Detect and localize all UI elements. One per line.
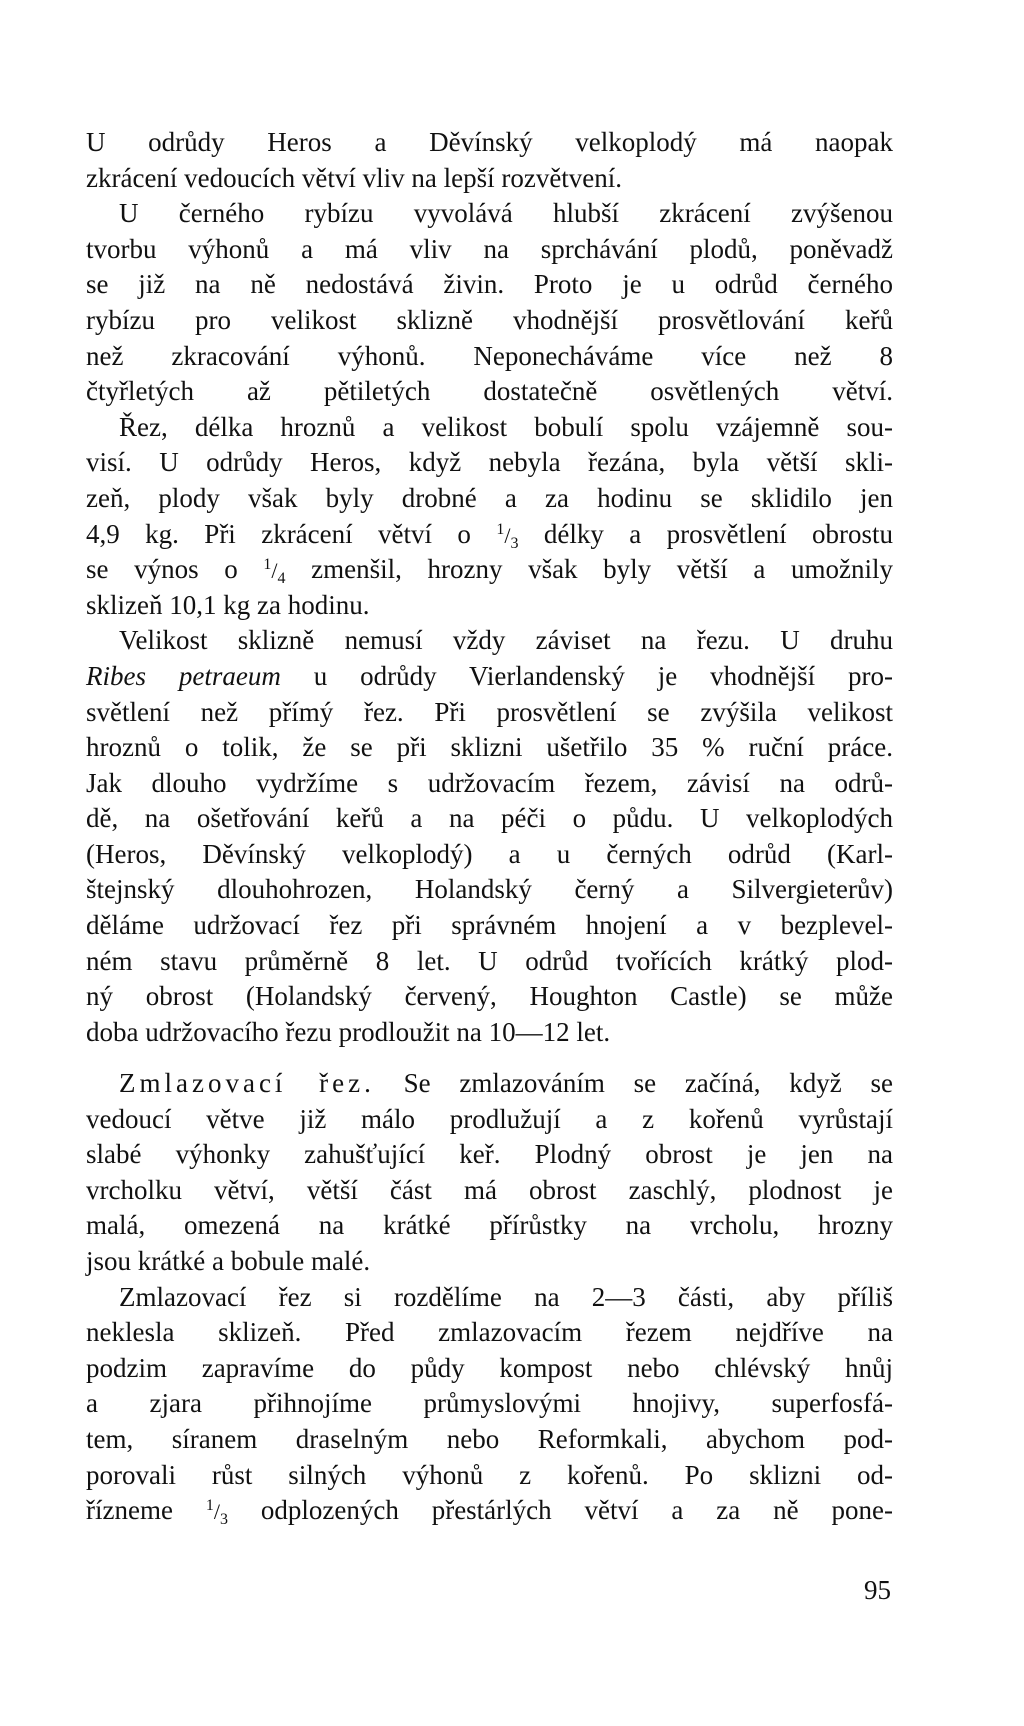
fraction-numerator: 1 <box>263 556 272 574</box>
text-line <box>86 1422 893 1458</box>
fraction-slash: / <box>213 1499 220 1525</box>
text-run: a zjara přihnojíme průmyslovými hnojivy, superfosfá- <box>86 1388 893 1419</box>
text-run: 4,9 kg. Při zkrácení větví o <box>86 518 497 549</box>
fraction-denominator: 4 <box>277 570 286 588</box>
text-run: U černého rybízu vyvolává hlubší zkrácení zvýšenou <box>119 198 893 229</box>
fraction-denominator: 3 <box>510 534 519 552</box>
text-run: než zkracování výhonů. Neponecháváme více než 8 <box>86 340 893 371</box>
text-run: U odrůdy Heros a Děvínský velkoplodý má naopak <box>86 127 893 157</box>
text-line <box>86 125 893 161</box>
text-line <box>86 1173 893 1209</box>
text-run: vedoucí větve již málo prodlužují a z kořenů vyrůstají <box>86 1103 893 1134</box>
text-line <box>86 1386 893 1422</box>
text-run: sklizeň 10,1 kg za hodinu. <box>86 589 370 620</box>
text-run: se již na ně nedostává živin. Proto je u odrůd černého <box>86 269 893 300</box>
text-line <box>86 481 893 517</box>
text-run: délky a prosvětlení obrostu <box>518 518 893 549</box>
text-line <box>86 944 893 980</box>
text-run: štejnský dlouhohrozen, Holandský černý a Silvergieterův) <box>86 874 893 905</box>
text-line <box>86 552 893 588</box>
text-line <box>86 196 893 232</box>
text-line <box>86 161 893 197</box>
text-line <box>86 1315 893 1351</box>
text-run: neklesla sklizeň. Před zmlazovacím řezem nejdříve na <box>86 1317 893 1348</box>
fraction-slash: / <box>504 522 511 548</box>
text-block-main <box>86 125 893 1050</box>
text-line <box>86 837 893 873</box>
text-line <box>86 1066 893 1102</box>
text-run: Velikost sklizně nemusí vždy záviset na řezu. U druhu <box>119 625 893 656</box>
text-line <box>86 303 893 339</box>
text-line <box>86 1458 893 1494</box>
text-line <box>86 232 893 268</box>
text-line <box>86 1015 893 1051</box>
text-run: ném stavu průměrně 8 let. U odrůd tvořících krátký plod- <box>86 945 893 976</box>
text-run: slabé výhonky zahušťující keř. Plodný obrost je jen na <box>86 1139 893 1170</box>
text-run: odplozených přestárlých větví a za ně pone- <box>227 1495 893 1526</box>
text-run: řízneme <box>86 1495 206 1526</box>
text-run: zkrácení vedoucích větví vliv na lepší rozvětvení. <box>86 162 623 193</box>
section-heading-spaced: Zmlazovací řez. <box>119 1068 375 1098</box>
text-line <box>86 908 893 944</box>
text-run: u odrůdy Vierlandenský je vhodnější pro- <box>280 660 893 691</box>
text-run: visí. U odrůdy Heros, když nebyla řezána, byla větší skli- <box>86 447 893 478</box>
text-run: malá, omezená na krátké přírůstky na vrcholu, hrozny <box>86 1210 893 1241</box>
text-run: podzim zapravíme do půdy kompost nebo chlévský hnůj <box>86 1352 893 1383</box>
text-run: tvorbu výhonů a má vliv na sprchávání plodů, poněvadž <box>86 233 893 264</box>
fraction-slash: / <box>271 558 278 584</box>
text-line <box>86 1137 893 1173</box>
fraction <box>205 1495 228 1529</box>
text-run: ný obrost (Holandský červený, Houghton Castle) se může <box>86 981 893 1012</box>
text-run: Jak dlouho vydržíme s udržovacím řezem, závisí na odrů- <box>86 767 893 798</box>
text-line <box>86 766 893 802</box>
text-run: hroznů o tolik, že se při sklizni ušetřilo 35 % ruční práce. <box>86 732 893 763</box>
text-run: doba udržovacího řezu prodloužit na 10—12 let. <box>86 1016 611 1047</box>
text-line <box>86 267 893 303</box>
text-line <box>86 588 893 624</box>
text-block-rejuvenation-pruning <box>86 1066 893 1529</box>
text-line <box>86 623 893 659</box>
text-line <box>86 801 893 837</box>
text-run: jsou krátké a bobule malé. <box>86 1245 371 1276</box>
text-run: tem, síranem draselným nebo Reformkali, abychom pod- <box>86 1423 893 1454</box>
text-line <box>86 339 893 375</box>
text-run: Se zmlazováním se začíná, když se <box>374 1068 893 1098</box>
fraction-denominator: 3 <box>219 1511 228 1529</box>
text-run: děláme udržovací řez při správném hnojení a v bezplevel- <box>86 910 893 941</box>
text-run: (Heros, Děvínský velkoplodý) a u černých odrůd (Karl- <box>86 838 893 869</box>
text-line <box>86 1493 893 1529</box>
text-run: zmenšil, hrozny však byly větší a umožnily <box>285 554 894 585</box>
text-line <box>86 445 893 481</box>
text-line <box>86 659 893 695</box>
text-line <box>86 374 893 410</box>
text-line <box>86 410 893 446</box>
text-line <box>86 1102 893 1138</box>
text-run: zeň, plody však byly drobné a za hodinu se sklidilo jen <box>86 482 893 513</box>
text-line <box>86 1280 893 1316</box>
text-run: se výnos o <box>86 554 264 585</box>
text-run: Zmlazovací řez si rozdělíme na 2—3 části, aby příliš <box>119 1281 893 1312</box>
text-line <box>86 872 893 908</box>
fraction <box>263 554 286 588</box>
text-run: čtyřletých až pětiletých dostatečně osvětlených větví. <box>86 376 893 407</box>
text-run: světlení než přímý řez. Při prosvětlení se zvýšila velikost <box>86 696 893 727</box>
italic-species-name: Ribes petraeum <box>86 660 281 691</box>
text-line <box>86 517 893 553</box>
text-line <box>86 1244 893 1280</box>
text-run: dě, na ošetřování keřů a na péči o půdu. U velkoplodých <box>86 803 893 834</box>
text-line <box>86 695 893 731</box>
text-run: vrcholku větví, větší část má obrost zaschlý, plodnost je <box>86 1174 893 1205</box>
fraction-numerator: 1 <box>496 520 505 538</box>
fraction <box>496 519 519 552</box>
text-line <box>86 979 893 1015</box>
text-run: Řez, délka hroznů a velikost bobulí spolu vzájemně sou- <box>119 411 893 442</box>
page-number: 95 <box>864 1575 891 1605</box>
text-line <box>86 730 893 766</box>
text-line <box>86 1208 893 1244</box>
text-run: porovali růst silných výhonů z kořenů. Po sklizni od- <box>86 1459 893 1490</box>
text-line <box>86 1351 893 1387</box>
fraction-numerator: 1 <box>205 1497 214 1515</box>
text-run: rybízu pro velikost sklizně vhodnější prosvětlování keřů <box>86 304 893 335</box>
